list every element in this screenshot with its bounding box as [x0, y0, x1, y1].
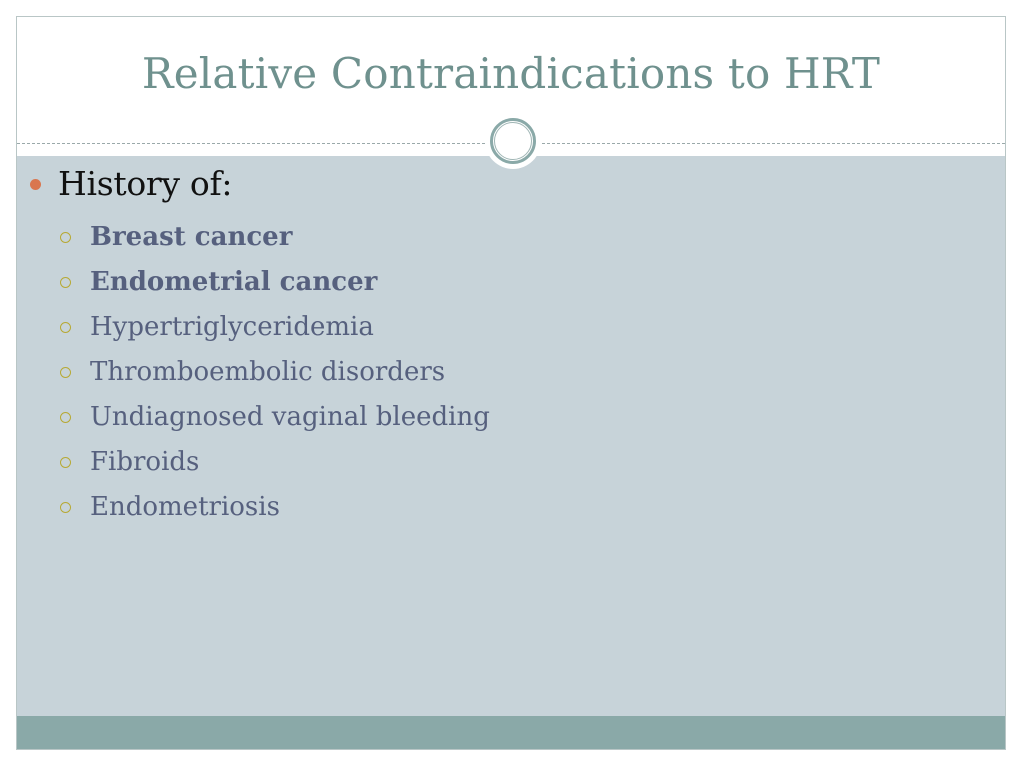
list-item — [60, 214, 490, 259]
sub-bullet-list — [60, 214, 490, 529]
hollow-bullet-icon — [60, 502, 71, 513]
list-item-text: Breast cancer — [90, 221, 293, 252]
main-bullet-text: History of: — [58, 164, 233, 203]
hollow-bullet-icon — [60, 277, 71, 288]
list-item-text: Undiagnosed vaginal bleeding — [90, 401, 490, 432]
ornament-inner-ring — [494, 122, 532, 160]
filled-bullet-icon — [30, 179, 41, 190]
list-item — [60, 439, 490, 484]
main-bullet — [30, 164, 232, 203]
list-item — [60, 349, 490, 394]
hollow-bullet-icon — [60, 232, 71, 243]
hollow-bullet-icon — [60, 322, 71, 333]
hollow-bullet-icon — [60, 367, 71, 378]
list-item-text: Hypertriglyceridemia — [90, 311, 374, 342]
ornament-ring-icon — [485, 113, 541, 169]
list-item-text: Thromboembolic disorders — [90, 356, 446, 387]
slide-title: Relative Contraindications to HRT — [141, 49, 881, 98]
hollow-bullet-icon — [60, 412, 71, 423]
list-item — [60, 304, 490, 349]
list-item-text: Fibroids — [90, 446, 200, 477]
list-item — [60, 484, 490, 529]
hollow-bullet-icon — [60, 457, 71, 468]
list-item — [60, 394, 490, 439]
footer-bar — [17, 716, 1005, 750]
list-item-text: Endometriosis — [90, 491, 280, 522]
list-item — [60, 259, 490, 304]
list-item-text: Endometrial cancer — [90, 266, 378, 297]
